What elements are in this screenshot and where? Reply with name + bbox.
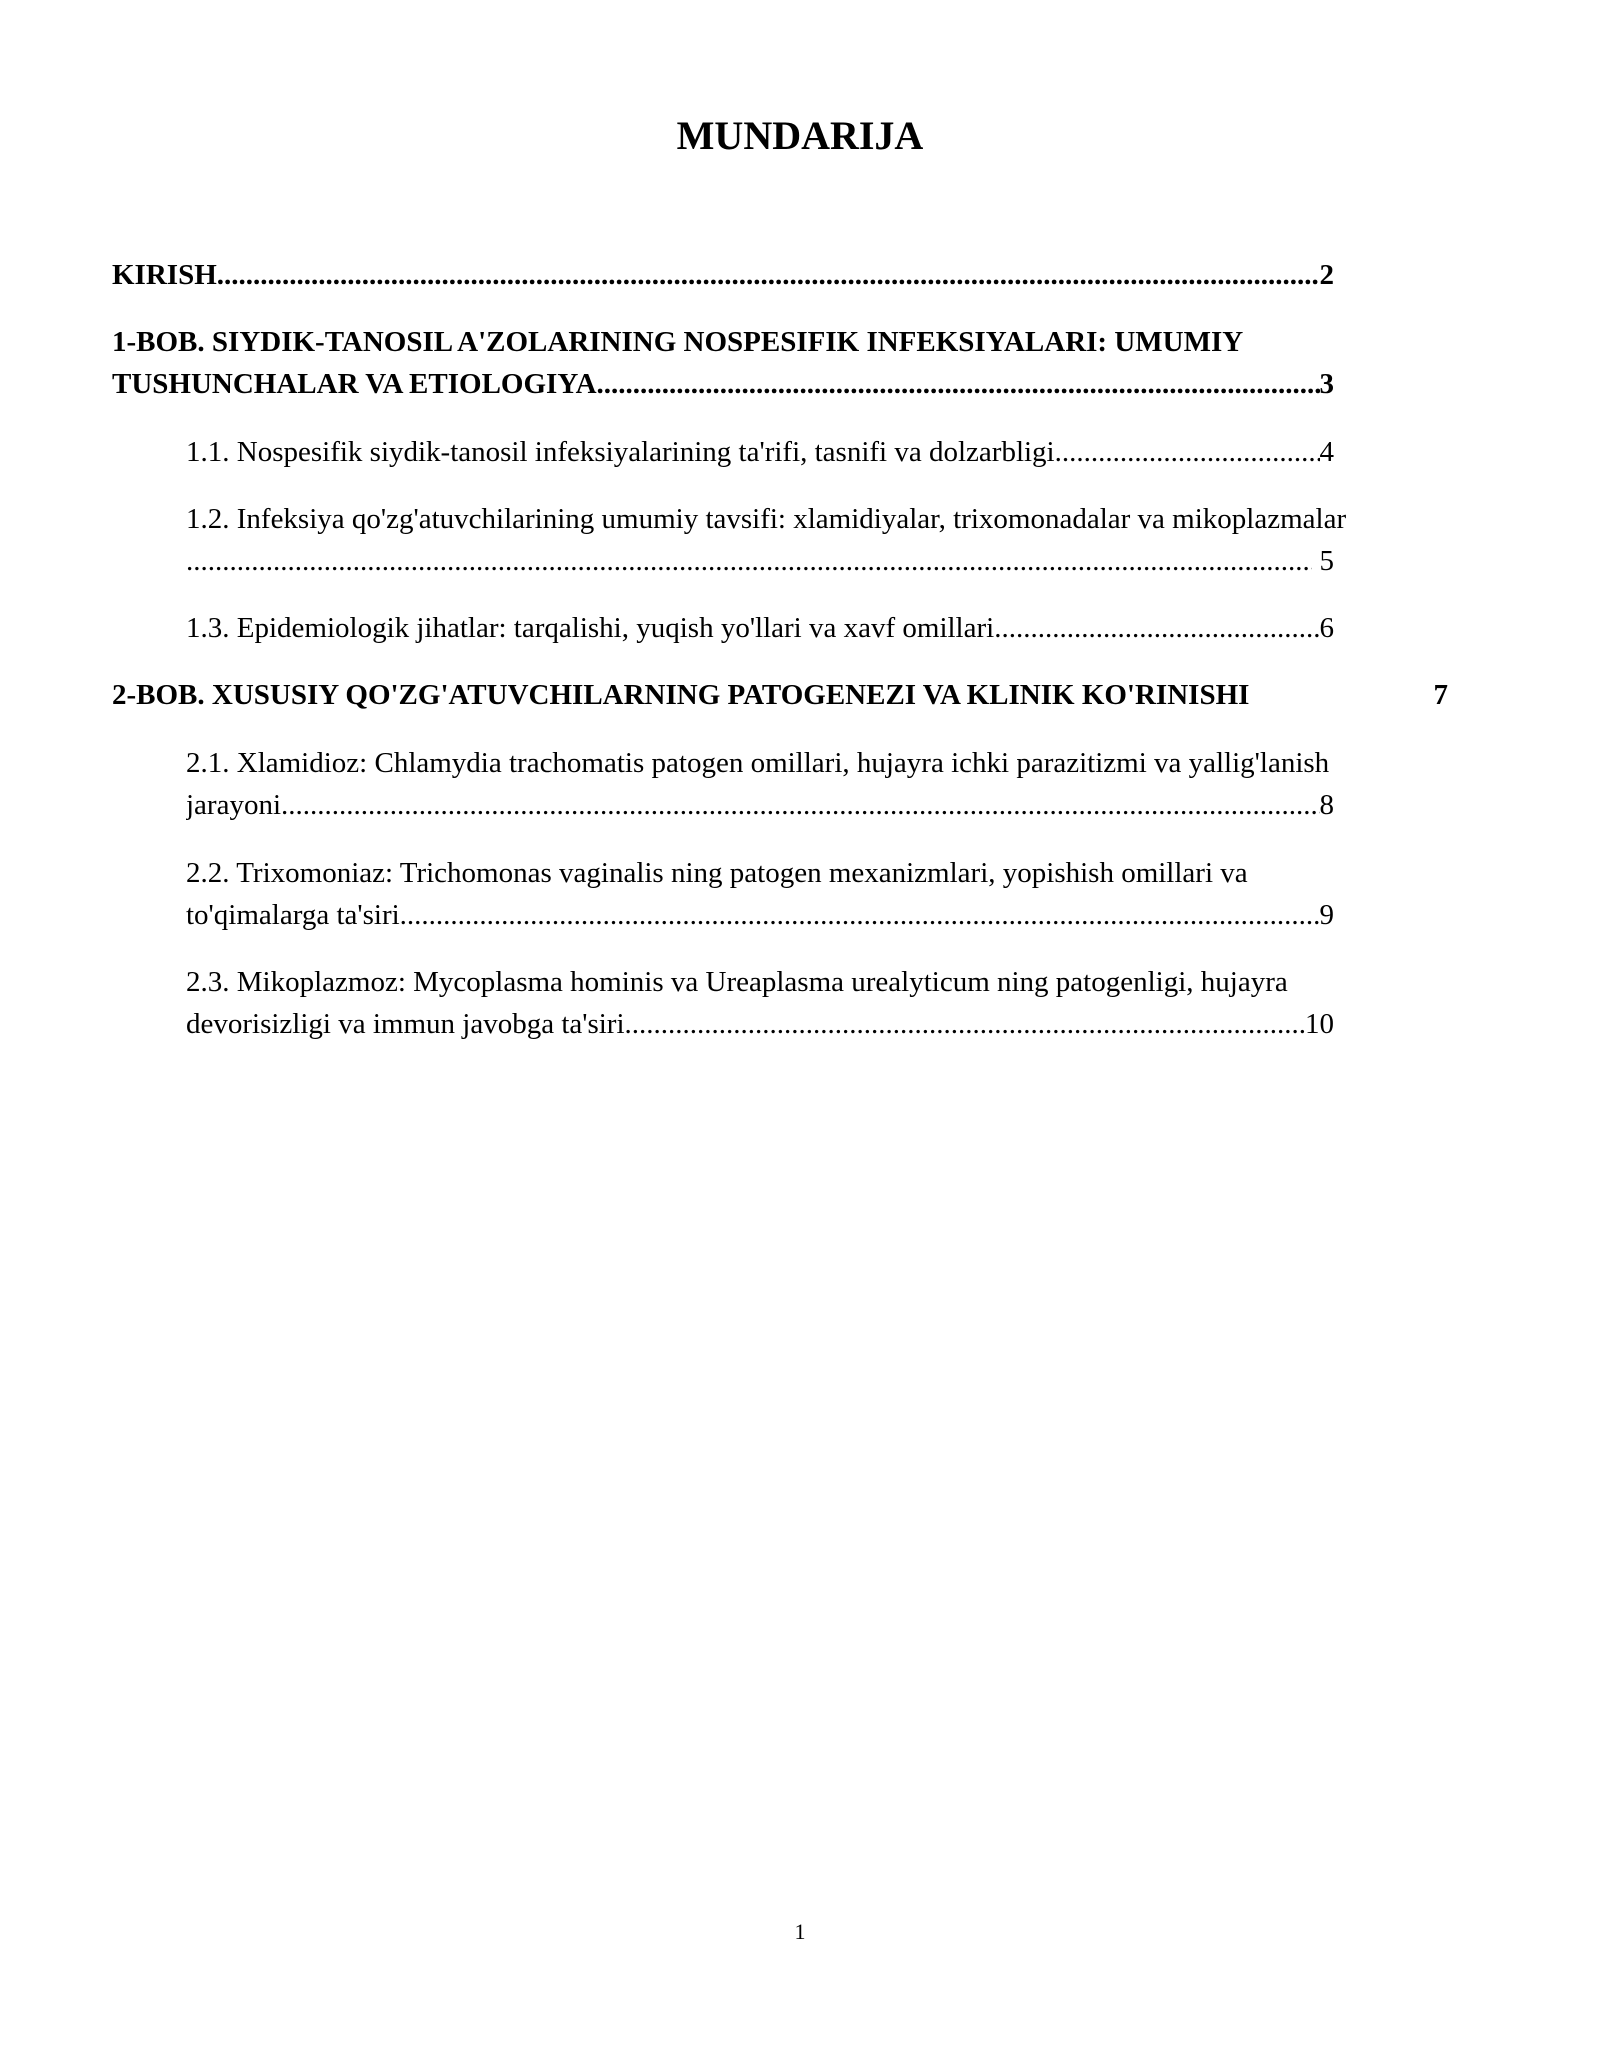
dot-leader xyxy=(217,254,1320,296)
toc-entry-title-line: devorisizligi va immun javobga ta'siri xyxy=(186,1008,625,1040)
toc-page-number: 10 xyxy=(1305,1008,1334,1040)
dot-leader xyxy=(625,1003,1305,1045)
dot-leader xyxy=(994,607,1319,649)
toc-page-number: 2 xyxy=(1319,259,1334,291)
toc-entry-section-2-1[interactable] xyxy=(186,742,1334,826)
toc-page-number: 7 xyxy=(1433,679,1448,711)
toc-entry-section-1-3[interactable] xyxy=(186,607,1334,649)
toc-entry-title-line: to'qimalarga ta'siri xyxy=(186,899,400,931)
toc-entry-title-line: 2.2. Trixomoniaz: Trichomonas vaginalis ning patogen mexanizmlari, yopishish omillari va xyxy=(186,857,1248,889)
toc-entry-title-line: 2.3. Mikoplazmoz: Mycoplasma hominis va Ureaplasma urealyticum ning patogenligi, hujayra xyxy=(186,966,1288,998)
dot-leader xyxy=(186,540,1312,582)
footer-page-number: 1 xyxy=(794,1919,806,1944)
toc-entry-title: 2-BOB. XUSUSIY QO'ZG'ATUVCHILARNING PATOGENEZI VA KLINIK KO'RINISHI xyxy=(112,679,1250,711)
toc-entry-title-line: 2.1. Xlamidioz: Chlamydia trachomatis patogen omillari, hujayra ichki parazitizmi va yallig'lanish xyxy=(186,747,1330,779)
dot-leader xyxy=(1055,431,1320,473)
dot-leader xyxy=(597,363,1320,405)
toc-entry-title-line: 1.2. Infeksiya qo'zg'atuvchilarining umumiy tavsifi: xlamidiyalar, trixomonadalar va mikoplazmalar xyxy=(186,503,1347,535)
toc-entry-section-2-2[interactable] xyxy=(186,852,1334,936)
toc-entry-chapter-1[interactable] xyxy=(112,321,1334,405)
toc-entry-section-1-1[interactable] xyxy=(186,431,1334,473)
toc-page-number: 5 xyxy=(1319,545,1334,577)
toc-entry-title-line: 1-BOB. SIYDIK-TANOSIL A'ZOLARINING NOSPESIFIK INFEKSIYALARI: UMUMIY xyxy=(112,326,1244,358)
toc-page-number: 8 xyxy=(1319,789,1334,821)
toc-entry-kirish[interactable] xyxy=(112,254,1334,296)
toc-page-number: 3 xyxy=(1319,368,1334,400)
toc-entry-title-line: jarayoni xyxy=(186,789,282,821)
toc-entry-title: 1.3. Epidemiologik jihatlar: tarqalishi, yuqish yo'llari va xavf omillari xyxy=(186,612,995,644)
dot-leader xyxy=(400,894,1320,936)
toc-entry-section-2-3[interactable] xyxy=(186,961,1334,1045)
toc-entry-title-line: TUSHUNCHALAR VA ETIOLOGIYA xyxy=(112,368,597,400)
page-title: MUNDARIJA xyxy=(676,113,924,158)
dot-leader xyxy=(281,784,1319,826)
toc-entry-section-1-2[interactable] xyxy=(186,498,1416,582)
toc-entry-title: KIRISH xyxy=(112,259,217,291)
toc-entry-chapter-2[interactable] xyxy=(112,674,1448,716)
toc-entry-title: 1.1. Nospesifik siydik-tanosil infeksiyalarining ta'rifi, tasnifi va dolzarbligi xyxy=(186,436,1055,468)
toc-page-number: 6 xyxy=(1319,612,1334,644)
toc-page-number: 4 xyxy=(1319,436,1334,468)
toc-page-number: 9 xyxy=(1319,899,1334,931)
